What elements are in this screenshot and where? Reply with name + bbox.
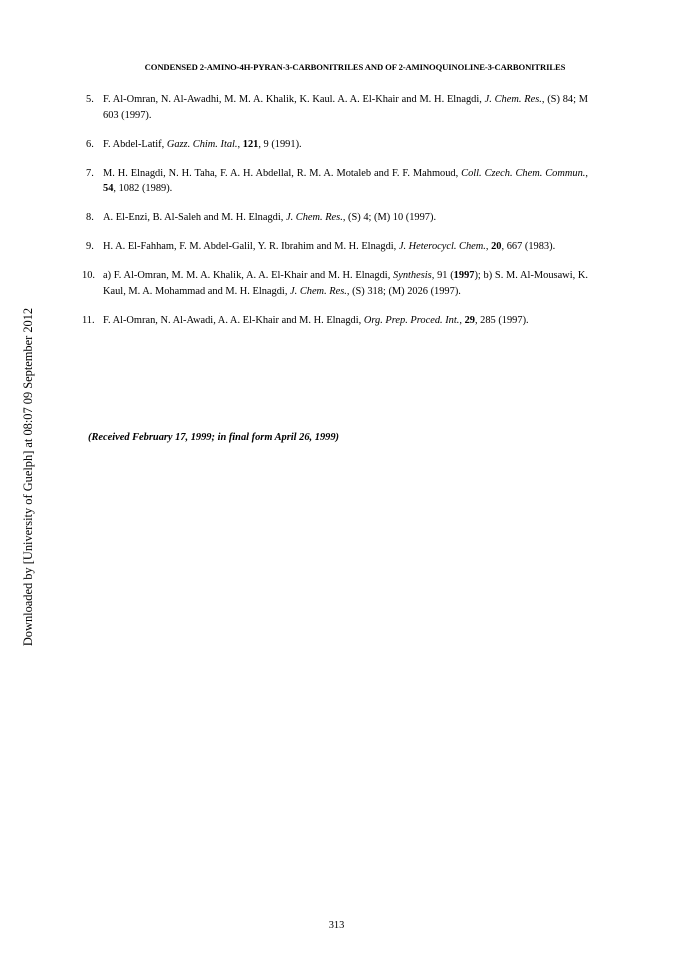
reference-8 — [88, 210, 588, 226]
reference-journal: Coll. Czech. Chem. Commun. — [461, 167, 586, 179]
reference-11 — [82, 313, 588, 329]
reference-7 — [88, 166, 588, 197]
reference-details: , (S) 84; M 603 (1997). — [103, 94, 588, 121]
reference-details: , 667 (1983). — [501, 241, 556, 252]
page-number: 313 — [328, 920, 345, 931]
reference-separator: , — [485, 241, 492, 252]
reference-5 — [88, 92, 588, 123]
reference-number: 6. — [86, 138, 94, 150]
reference-journal: J. Chem. Res. — [285, 212, 343, 223]
reference-separator: , — [459, 314, 465, 326]
reference-journal: Org. Prep. Proced. Int. — [363, 314, 460, 326]
download-watermark: Downloaded by [University of Guelph] at 08:07 09 September 2012 — [21, 307, 35, 647]
reference-details: , (S) 4; (M) 10 (1997). — [342, 212, 437, 223]
received-date: (Received February 17, 1999; in final form April 26, 1999) — [88, 432, 339, 443]
reference-details: , (S) 318; (M) 2026 (1997). — [346, 285, 461, 297]
reference-authors: F. Abdel-Latif, — [103, 138, 167, 150]
reference-6 — [88, 137, 588, 153]
reference-authors: a) F. Al-Omran, M. M. A. Khalik, A. A. El-Khair and M. H. Elnagdi, — [103, 270, 394, 281]
reference-list — [82, 92, 589, 342]
reference-number: 7. — [86, 167, 94, 179]
reference-authors: A. El-Enzi, B. Al-Saleh and M. H. Elnagdi, — [103, 212, 286, 223]
reference-volume: 20 — [491, 241, 502, 252]
reference-authors: ); b) S. M. Al-Mousawi, K. Kaul, M. A. Mohammad and M. H. Elnagdi, — [103, 270, 589, 297]
reference-separator: , — [237, 138, 243, 150]
reference-9 — [88, 239, 588, 255]
reference-year: 1997 — [453, 270, 475, 281]
reference-journal: J. Chem. Res. — [484, 94, 542, 105]
running-head: CONDENSED 2-AMINO-4H-PYRAN-3-CARBONITRILES AND OF 2-AMINOQUINOLINE-3-CARBONITRILES — [144, 62, 566, 72]
reference-volume: 121 — [242, 138, 259, 150]
reference-details: , 1082 (1989). — [113, 183, 173, 194]
reference-details: , 285 (1997). — [474, 314, 529, 326]
reference-number: 9. — [86, 241, 94, 252]
reference-journal: Gazz. Chim. Ital. — [166, 138, 238, 150]
reference-number: 8. — [86, 212, 94, 223]
reference-authors: H. A. El-Fahham, F. M. Abdel-Galil, Y. R. Ibrahim and M. H. Elnagdi, — [103, 241, 399, 252]
reference-authors: M. H. Elnagdi, N. H. Taha, F. A. H. Abdellal, R. M. A. Motaleb and F. F. Mahmoud, — [103, 167, 462, 179]
reference-journal: J. Heterocycl. Chem. — [398, 241, 486, 252]
reference-authors: F. Al-Omran, N. Al-Awadi, A. A. El-Khair and M. H. Elnagdi, — [103, 314, 364, 326]
reference-volume: 29 — [464, 314, 475, 326]
reference-number: 10. — [82, 270, 95, 281]
reference-separator: , — [585, 167, 588, 179]
reference-authors: F. Al-Omran, N. Al-Awadhi, M. M. A. Khalik, K. Kaul. A. A. El-Khair and M. H. Elnagdi, — [103, 94, 485, 105]
reference-journal: J. Chem. Res. — [290, 285, 347, 297]
reference-number: 5. — [86, 94, 94, 105]
reference-volume: 54 — [103, 183, 114, 194]
reference-details: 91 ( — [434, 270, 454, 281]
reference-details: , 9 (1991). — [258, 138, 302, 150]
reference-number: 11. — [82, 314, 95, 326]
reference-10 — [82, 268, 589, 299]
reference-journal: Synthesis, — [393, 270, 435, 281]
